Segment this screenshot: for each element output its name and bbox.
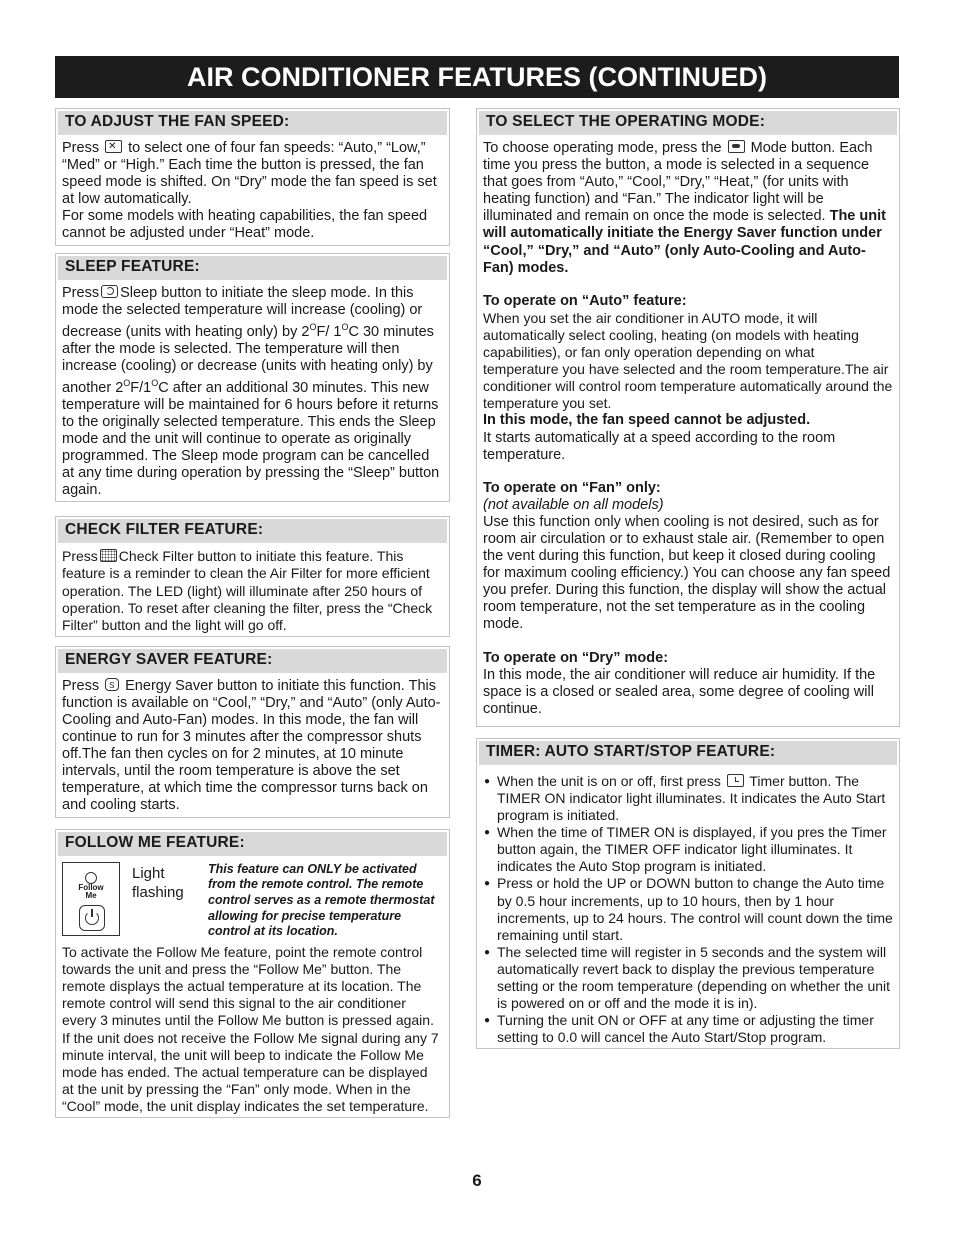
mode-text-b: Mode button. Each time you press the button, a mode is selected in a sequence that goes from “Auto,” “Cool,” “Dry,” “Heat,” (for units with heating function) and “Fan.” The indicator light will be illuminated and remain on once the mode is selected. <box>483 140 873 225</box>
follow-me-heading: FOLLOW ME FEATURE: <box>65 833 245 851</box>
fan-only-title: To operate on “Fan” only: <box>483 479 661 496</box>
fan-only-text: Use this function only when cooling is not desired, such as for room air circulation or to exhaust stale air. (Remember to open the vent during this function, but keep it closed during cooling for maximum cooling efficiency.) You can choose any fan speed you prefer. During this function, the display will show the actual room temperature, not the set temperature as in the cooling mode. <box>483 513 891 633</box>
operating-mode-body <box>477 137 899 726</box>
operating-mode-header <box>479 111 897 135</box>
filter-press: Press <box>62 548 98 565</box>
light-flashing-label: Light flashing <box>132 864 184 901</box>
page-title: AIR CONDITIONER FEATURES (CONTINUED) <box>187 62 767 92</box>
left-column <box>55 108 450 1125</box>
timer-header <box>479 741 897 765</box>
fan-speed-body <box>56 137 449 245</box>
auto-text: When you set the air conditioner in AUTO mode, it will automatically select cooling, heating (on models with heating capabilities), or fan only operation depending on what temperature you have selected and the room temperature.The air conditioner will control room temperature automatically around the temperature you set. <box>483 309 893 412</box>
degree-mark: O <box>151 377 159 388</box>
page-number: 6 <box>472 1171 482 1190</box>
fan-speed-press: Press <box>62 140 100 156</box>
timer-item-1b: Timer button. The TIMER ON indicator light illuminates. It indicates the Auto Start program is initiated. <box>497 772 886 824</box>
list-item: ● When the time of TIMER ON is displayed, if you pres the Timer button again, the TIMER OFF indicator light illuminates. It indicates the Auto Stop program is initiated. <box>497 824 893 875</box>
fan-speed-text <box>62 140 443 208</box>
follow-me-text: To activate the Follow Me feature, point the remote control towards the unit and press the “Follow Me” button. The remote displays the actual temperature at its location. The remote control will send this signal to the air conditioner every 3 minutes until the Follow Me button is pressed again. If the unit does not receive the Follow Me signal during any 7 minute interval, the unit will beep to indicate the Follow Me mode has ended. The actual temperature can be displayed at the unit by pressing the “Fan” only mode. When in the “Cool” mode, the unit display indicates the set temperature. <box>62 944 439 1114</box>
auto-feature <box>483 293 893 464</box>
follow-me-illustration-row <box>62 862 443 941</box>
sleep-heading: SLEEP FEATURE: <box>65 257 200 275</box>
fan-speed-section <box>55 108 450 246</box>
degree-mark: O <box>341 321 349 332</box>
mode-button-icon <box>728 140 745 153</box>
sleep-press: Press <box>62 284 100 301</box>
fan-speed-heading: TO ADJUST THE FAN SPEED: <box>65 113 290 130</box>
energy-saver-body <box>56 675 449 817</box>
check-filter-header <box>58 519 447 543</box>
check-filter-text <box>62 548 443 633</box>
energy-press: Press <box>62 677 100 694</box>
sleep-text-e: C after an additional 30 minutes. This new temperature will be maintained for 6 hours before it returns to the originally selected temperature. This ends the Sleep mode and the unit will continue to operate as originally programmed. The Sleep mode program can be cancelled at any time during operation by pressing the “Sleep” button again. <box>62 379 440 499</box>
auto-bold: In this mode, the fan speed cannot be adjusted. <box>483 412 811 429</box>
timer-button-icon <box>727 774 744 787</box>
sleep-button-icon <box>101 285 118 298</box>
fan-only-feature <box>483 480 893 634</box>
energy-saver-section <box>55 646 450 818</box>
sleep-section <box>55 253 450 503</box>
timer-list <box>483 773 893 1047</box>
icon-label-line-1: Follow <box>78 882 104 892</box>
follow-me-button-icon <box>62 862 120 936</box>
filter-description: Check Filter button to initiate this feature. This feature is a reminder to clean the Air Filter for more efficient operation. The LED (light) will illuminate after 250 hours of operation. To reset after cleaning the filter, press the “Check Filter” button and the light will go off. <box>62 548 433 633</box>
dry-mode-title: To operate on “Dry” mode: <box>483 649 669 666</box>
energy-description: Energy Saver button to initiate this function. This function is available on “Cool,” “Dry,” and “Auto” (only Auto-Cooling and Auto-Fan) modes. In this mode, the fan will continue to run for 3 minutes after the compressor shuts off.The fan then cycles on for 2 minutes, at 10 minute intervals, until the room temperature is above the set temperature, at which time the compressor turns back on and cooling starts. <box>62 677 441 814</box>
fan-only-italic: (not available on all models) <box>483 496 664 513</box>
operating-mode-intro <box>483 140 893 277</box>
follow-me-section <box>55 829 450 1118</box>
dry-mode-text: In this mode, the air conditioner will reduce air humidity. If the space is a closed or sealed area, some degree of cooling will continue. <box>483 666 876 717</box>
auto-title: To operate on “Auto” feature: <box>483 292 687 309</box>
list-item <box>497 773 893 824</box>
energy-saver-button-icon <box>105 678 119 691</box>
follow-me-note: This feature can ONLY be activated from the remote control. The remote control serves as a remote thermostat allowing for precise temperature control at its location. <box>208 861 435 939</box>
check-filter-body <box>56 545 449 635</box>
sleep-text <box>62 285 443 500</box>
auto-text-2: It starts automatically at a speed according to the room temperature. <box>483 429 836 463</box>
sleep-text-a: Sleep button to initiate the sleep mode. In this mode the selected temperature will increase (cooling) or decrease (units with heating only) by 2 <box>62 284 423 340</box>
check-filter-heading: CHECK FILTER FEATURE: <box>65 521 264 539</box>
right-column <box>476 108 900 1056</box>
follow-me-icon-label <box>63 884 119 900</box>
fan-speed-text-2: For some models with heating capabilities, the fan speed cannot be adjusted under “Heat” mode. <box>62 208 428 242</box>
sleep-body <box>56 282 449 502</box>
title-banner <box>55 56 899 98</box>
follow-me-header <box>58 832 447 856</box>
follow-me-body <box>56 858 449 1117</box>
timer-heading: TIMER: AUTO START/STOP FEATURE: <box>486 742 776 760</box>
fan-only-note <box>483 497 893 514</box>
fan-button-icon <box>105 140 122 153</box>
operating-mode-heading: TO SELECT THE OPERATING MODE: <box>486 113 766 130</box>
energy-saver-heading: ENERGY SAVER FEATURE: <box>65 650 273 668</box>
timer-body <box>477 767 899 1049</box>
check-filter-section <box>55 516 450 636</box>
energy-saver-text <box>62 678 443 815</box>
auto-bold-note <box>483 412 893 429</box>
timer-section <box>476 738 900 1050</box>
degree-mark: O <box>309 321 317 332</box>
sleep-text-c: C 30 minutes after the mode is selected. The temperature will then increase (cooling) or decrease (units with heating only) by another 2 <box>62 323 434 396</box>
sleep-text-d: F/1 <box>130 379 152 396</box>
dry-mode-feature <box>483 650 893 718</box>
fan-speed-description: to select one of four fan speeds: “Auto,” “Low,” “Med” or “High.” Each time the button is pressed, the fan speed mode is shifted. On “Dry” mode the fan speed is set at low automatically. <box>62 140 437 208</box>
icon-label-line-2: Me <box>85 890 97 900</box>
operating-mode-section <box>476 108 900 727</box>
sleep-text-b: F/ 1 <box>316 323 342 340</box>
mode-energy-note: The unit will automatically initiate the Energy Saver function under “Cool,” “Dry,” and “Auto” (only Auto-Cooling and Auto-Fan) modes. <box>483 208 886 276</box>
check-filter-button-icon <box>100 549 117 562</box>
list-item: ● Press or hold the UP or DOWN button to change the Auto time by 0.5 hour increments, up to 10 hours, then by 1 hour increments, up to 24 hours. The control will count down the time remaining until start. <box>497 875 893 943</box>
mode-text-a: To choose operating mode, press the <box>483 140 722 156</box>
fan-speed-header <box>58 111 447 135</box>
degree-mark: O <box>123 377 131 388</box>
list-item: ● Turning the unit ON or OFF at any time or adjusting the timer setting to 0.0 will cancel the Auto Start/Stop program. <box>497 1012 893 1046</box>
power-icon <box>79 905 105 931</box>
energy-saver-header <box>58 649 447 673</box>
list-item: ● The selected time will register in 5 seconds and the system will automatically revert back to display the previous temperature setting or the room temperature (depending on whether the unit is powered on or off and the mode it is in). <box>497 944 893 1012</box>
timer-item-1a: When the unit is on or off, first press <box>497 772 721 789</box>
sleep-header <box>58 256 447 280</box>
